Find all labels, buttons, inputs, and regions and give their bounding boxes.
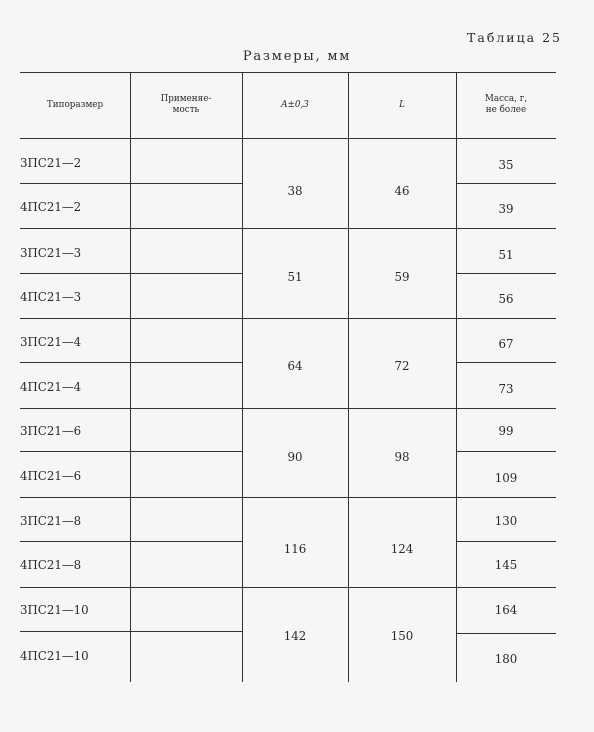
row-type: 3ПС21—10: [20, 603, 89, 617]
row-type: 4ПС21—3: [20, 290, 82, 304]
table-title: Размеры, мм: [242, 49, 352, 64]
group-l: 72: [394, 359, 410, 373]
group-l: 150: [390, 629, 414, 643]
header-a: A±0,3: [281, 99, 309, 110]
column-divider: [242, 72, 243, 682]
group-rule: [20, 497, 556, 498]
row-type: 3ПС21—4: [20, 335, 82, 349]
row-mass: 109: [494, 471, 518, 485]
row-rule: [456, 183, 556, 184]
row-type: 3ПС21—2: [20, 156, 82, 170]
row-mass: 67: [498, 337, 514, 351]
header-l: L: [399, 99, 405, 110]
column-divider: [348, 72, 349, 682]
row-rule: [20, 362, 130, 363]
row-mass: 73: [498, 382, 514, 396]
row-type: 4ПС21—4: [20, 380, 82, 394]
row-mass: 99: [498, 424, 514, 438]
group-a: 116: [283, 542, 307, 556]
row-mass: 39: [498, 202, 514, 216]
row-mass: 164: [494, 603, 518, 617]
row-rule: [20, 273, 130, 274]
group-rule: [20, 318, 556, 319]
group-a: 51: [287, 270, 303, 284]
row-rule: [130, 362, 242, 363]
row-rule: [130, 631, 242, 632]
row-rule: [20, 183, 130, 184]
row-rule: [456, 273, 556, 274]
row-rule: [130, 451, 242, 452]
row-type: 3ПС21—8: [20, 514, 82, 528]
group-rule: [20, 587, 556, 588]
row-rule: [20, 451, 130, 452]
header-usage: Применяе- мость: [160, 94, 212, 115]
row-rule: [130, 273, 242, 274]
row-rule: [20, 631, 130, 632]
row-type: 3ПС21—3: [20, 246, 82, 260]
group-a: 64: [287, 359, 303, 373]
row-type: 4ПС21—2: [20, 200, 82, 214]
group-a: 38: [287, 184, 303, 198]
group-rule: [20, 228, 556, 229]
column-divider: [130, 72, 131, 682]
row-type: 3ПС21—6: [20, 424, 82, 438]
row-rule: [130, 183, 242, 184]
row-mass: 56: [498, 292, 514, 306]
table-number: Таблица 25: [467, 30, 562, 45]
group-l: 124: [390, 542, 414, 556]
row-mass: 145: [494, 558, 518, 572]
row-type: 4ПС21—6: [20, 469, 82, 483]
row-rule: [456, 451, 556, 452]
row-rule: [20, 541, 130, 542]
header-type: Типоразмер: [46, 99, 104, 110]
row-rule: [456, 633, 556, 634]
group-a: 90: [287, 450, 303, 464]
row-mass: 35: [498, 158, 514, 172]
row-mass: 51: [498, 248, 514, 262]
row-mass: 180: [494, 652, 518, 666]
dimensions-table: [20, 72, 556, 682]
group-a: 142: [283, 629, 307, 643]
row-mass: 130: [494, 514, 518, 528]
header-mass: Масса, г, не более: [484, 94, 528, 115]
row-type: 4ПС21—8: [20, 558, 82, 572]
row-rule: [130, 541, 242, 542]
group-l: 59: [394, 270, 410, 284]
group-l: 46: [394, 184, 410, 198]
group-rule: [20, 408, 556, 409]
header-bottom-rule: [20, 138, 556, 139]
group-l: 98: [394, 450, 410, 464]
row-type: 4ПС21—10: [20, 649, 89, 663]
row-rule: [456, 362, 556, 363]
row-rule: [456, 541, 556, 542]
